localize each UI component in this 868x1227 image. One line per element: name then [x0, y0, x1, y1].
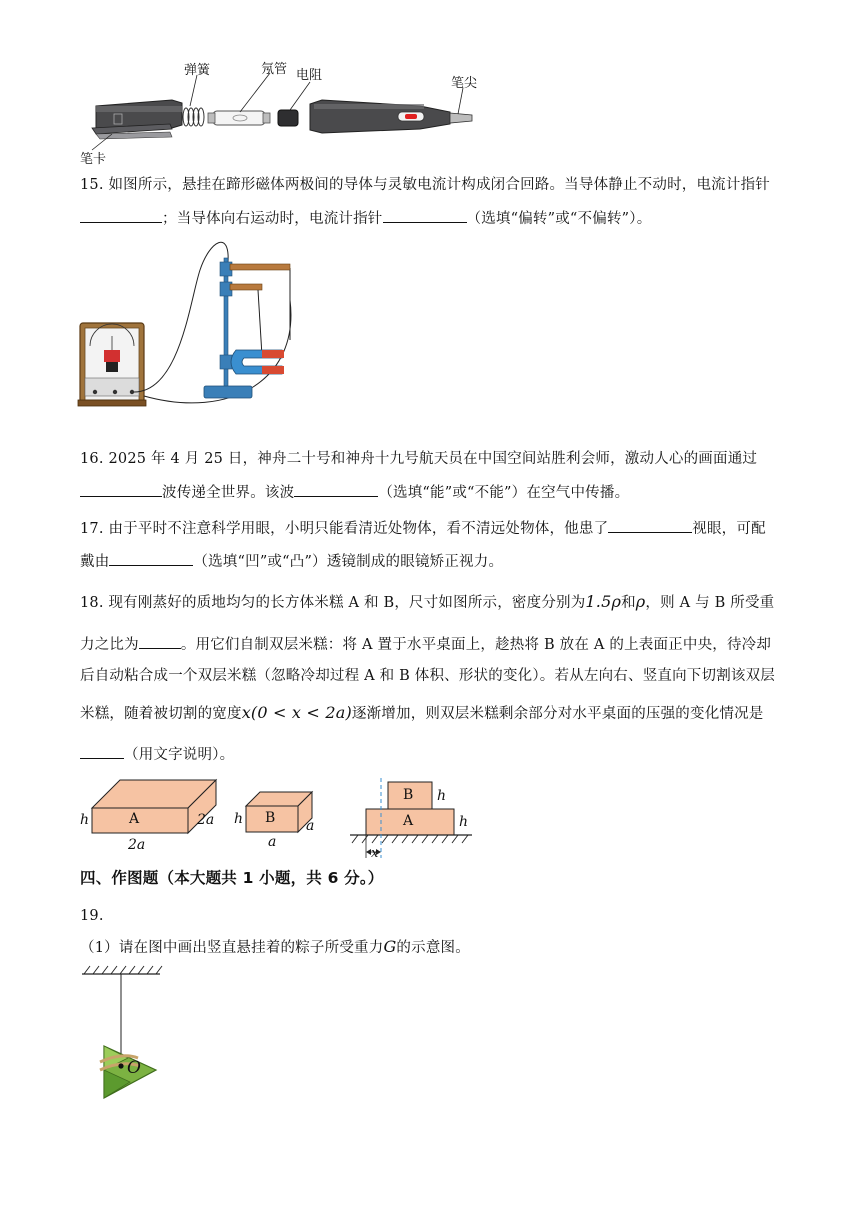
resistor-label: 电阻 — [296, 68, 323, 83]
q19-number: 19. — [80, 908, 104, 924]
q15-line2-a: ；当导体向右运动时，电流计指针 — [162, 211, 383, 227]
center-of-mass-label: O — [127, 1058, 141, 1078]
stack-a-label: A — [403, 813, 414, 829]
stack-b-label: B — [403, 787, 414, 803]
tip-label: 笔尖 — [451, 76, 478, 91]
q18-line1-a: 18. 现有刚蒸好的质地均匀的长方体米糕 A 和 B，尺寸如图所示，密度分别为 — [80, 595, 586, 611]
q17-line1-a: 17. 由于平时不注意科学用眼，小明只能看清近处物体，看不清远处物体，他患了 — [80, 521, 609, 537]
q19-gravity-symbol: G — [383, 937, 397, 956]
q18-line3: 后自动粘合成一个双层米糕（忽略冷却过程 A 和 B 体积、形状的变化）。若从左向右、竖直向下切割该双层 — [80, 668, 776, 684]
cut-width-label: x — [371, 846, 379, 861]
a-depth-label: 2a — [197, 812, 215, 828]
clip-label: 笔卡 — [80, 152, 107, 167]
q16-line2-a: 波传递全世界。该波 — [162, 485, 295, 501]
q18-line4-a: 米糕，随着被切割的宽度 — [80, 706, 242, 722]
q15-line2-b: （选填“偏转”或“不偏转”）。 — [466, 211, 652, 227]
a-block-label: A — [129, 811, 140, 827]
q18-density-b: ρ — [635, 592, 646, 611]
neon-tube-label: 氖管 — [261, 62, 288, 77]
q19-part1-a: （1）请在图中画出竖直悬挂着的粽子所受重力 — [80, 940, 384, 956]
a-width-label: 2a — [128, 837, 146, 853]
q18-line4-b: 逐渐增加，则双层米糕剩余部分对水平桌面的压强的变化情况是 — [351, 706, 764, 722]
q19-part1-b: 的示意图。 — [396, 940, 470, 956]
b-block-label: B — [265, 810, 276, 826]
q18-line5-text: （用文字说明）。 — [124, 747, 235, 763]
section-4-title: 四、作图题（本大题共 1 小题，共 6 分。） — [80, 869, 384, 887]
q18-range: x(0 < x < 2a) — [241, 703, 352, 722]
b-depth-label: a — [306, 818, 315, 834]
q16-line1: 16. 2025 年 4 月 25 日，神舟二十号和神舟十九号航天员在中国空间站胜利会师，激动人心的画面通过 — [80, 451, 758, 467]
q18-line2-b: 。用它们自制双层米糕：将 A 置于水平桌面上，趁热将 B 放在 A 的上表面正中央，待冷却 — [180, 637, 772, 653]
b-width-label: a — [268, 834, 277, 850]
spring-label: 弹簧 — [184, 63, 211, 78]
q18-line1-b: ，则 A 与 B 所受重 — [645, 595, 775, 611]
q18-density-a: 1.5ρ — [585, 592, 622, 611]
stack-b-height-label: h — [437, 788, 447, 804]
q17-line1-b: 视眼，可配 — [692, 521, 766, 537]
q18-and: 和 — [621, 595, 636, 611]
b-height-label: h — [234, 811, 244, 827]
q18-line2-a: 力之比为 — [80, 637, 139, 653]
q17-line2-a: 戴由 — [80, 554, 110, 570]
q15-line1: 15. 如图所示，悬挂在蹄形磁体两极间的导体与灵敏电流计构成闭合回路。当导体静止不动时，电流计指针 — [80, 177, 770, 193]
a-height-label: h — [80, 812, 90, 828]
q17-line2-b: （选填“凹”或“凸”）透镜制成的眼镜矫正视力。 — [193, 554, 504, 570]
q16-line2-b: （选填“能”或“不能”）在空气中传播。 — [378, 485, 630, 501]
stack-a-height-label: h — [459, 814, 469, 830]
